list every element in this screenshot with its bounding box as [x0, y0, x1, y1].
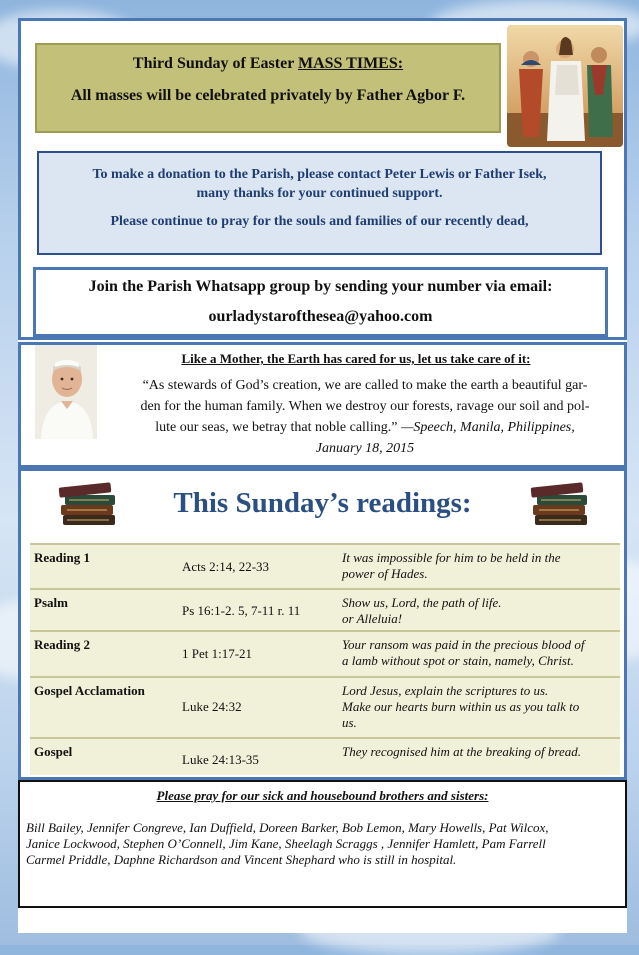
prayer-for-dead-line: Please continue to pray for the souls and families of our recently dead,	[110, 214, 529, 229]
quote-section	[18, 342, 627, 468]
notices-section	[18, 18, 627, 340]
prayer-names	[26, 820, 621, 868]
reading-response: It was impossible for him to be held in the power of Hades.	[342, 550, 561, 581]
quote-title: Like a Mother, the Earth has cared for us, let us take care of it:	[181, 351, 531, 366]
reading-reference: Ps 16:1-2. 5, 7-11 r. 11	[182, 603, 301, 618]
reading-name: Reading 1	[34, 550, 90, 565]
parish-email[interactable]: ourladystarofthesea@yahoo.com	[208, 308, 433, 325]
reading-reference: Acts 2:14, 22-33	[182, 559, 270, 574]
prayer-names-line: Carmel Priddle, Daphne Richardson and Vincent Shephard who is still in hospital.	[26, 852, 457, 867]
donation-line-2: many thanks for your continued support.	[196, 186, 443, 201]
whatsapp-notice	[33, 267, 608, 337]
quote-date: January 18, 2015	[315, 441, 415, 456]
reading-name: Reading 2	[34, 637, 90, 652]
quote-text	[105, 375, 625, 459]
reading-response: Your ransom was paid in the precious blood of a lamb without spot or stain, namely, Christ.	[342, 637, 585, 668]
road-to-emmaus-painting	[507, 25, 623, 147]
table-row	[30, 630, 620, 676]
quote-source: —Speech, Manila, Philippines,	[397, 420, 575, 435]
donation-notice	[37, 151, 602, 255]
mass-title-prefix: Third Sunday of Easter	[132, 55, 298, 72]
prayer-list-title: Please pray for our sick and housebound brothers and sisters:	[156, 788, 489, 803]
reading-reference: 1 Pet 1:17-21	[182, 646, 253, 661]
readings-title: This Sunday’s readings:	[173, 487, 472, 519]
readings-table	[30, 543, 620, 775]
readings-section	[18, 468, 627, 780]
mass-celebrant-line: All masses will be celebrated privately by Father Agbor F.	[70, 87, 466, 104]
table-row	[30, 588, 620, 630]
reading-response: Lord Jesus, explain the scriptures to us. Make our hearts burn within us as you talk to us.	[342, 683, 580, 730]
reading-name: Psalm	[34, 595, 68, 610]
quote-line-2: den for the human family. When we destroy our forests, ravage our soil and pol-	[140, 399, 590, 414]
reading-name: Gospel	[34, 744, 73, 759]
reading-reference: Luke 24:13-35	[182, 752, 259, 767]
table-row	[30, 543, 620, 588]
pope-francis-portrait	[35, 345, 97, 439]
reading-response: They recognised him at the breaking of bread.	[342, 744, 582, 759]
mass-times-box	[35, 43, 501, 133]
prayer-names-line: Janice Lockwood, Stephen O’Connell, Jim Kane, Sheelagh Scraggs , Jennifer Hamlett, Pam Farrell	[26, 836, 546, 851]
table-row	[30, 676, 620, 737]
quote-line-1: “As stewards of God’s creation, we are called to make the earth a beautiful gar-	[142, 378, 588, 393]
reading-name: Gospel Acclamation	[34, 683, 145, 698]
quote-line-3: lute our seas, we betray that noble calling.”	[155, 420, 398, 435]
whatsapp-line: Join the Parish Whatsapp group by sending your number via email:	[88, 278, 553, 295]
reading-reference: Luke 24:32	[182, 699, 242, 714]
prayer-names-line: Bill Bailey, Jennifer Congreve, Ian Duffield, Doreen Barker, Bob Lemon, Mary Howells, Pat Wilcox,	[26, 820, 549, 835]
donation-line-1: To make a donation to the Parish, please contact Peter Lewis or Father Isek,	[92, 167, 547, 182]
table-row	[30, 737, 620, 775]
mass-times-title	[37, 55, 499, 73]
mass-title-emph: MASS TIMES:	[298, 55, 404, 72]
newsletter-page	[18, 18, 627, 933]
prayer-list-section	[18, 780, 627, 908]
reading-response: Show us, Lord, the path of life. or Alleluia!	[342, 595, 502, 626]
